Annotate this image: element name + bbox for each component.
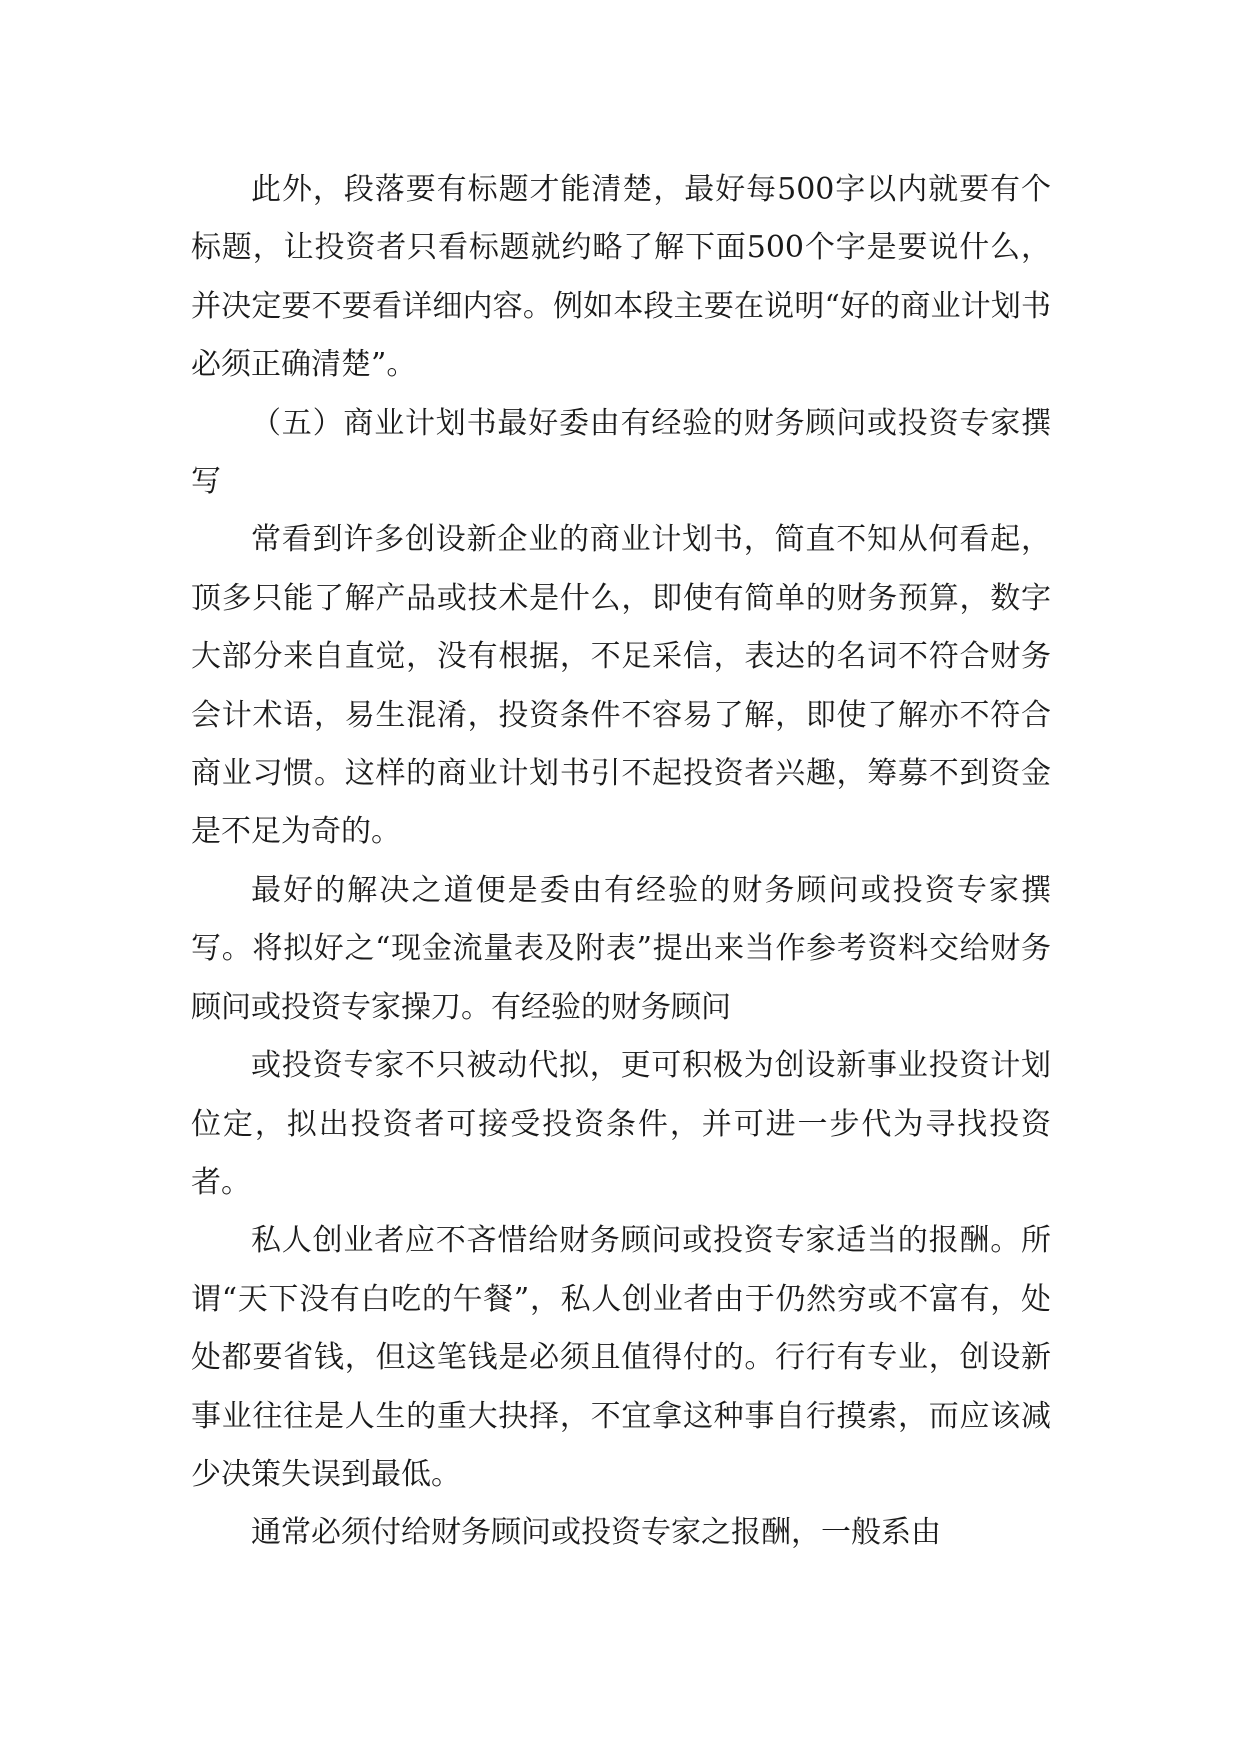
paragraph-compensation: 私人创业者应不吝惜给财务顾问或投资专家适当的报酬。所谓“天下没有白吃的午餐”，私人创业者由于仍然穷或不富有，处处都要省钱，但这笔钱是必须且值得付的。行行有专业，创设新事业往往是人生的重大抉择，不宜拿这种事自行摸索，而应该减少决策失误到最低。 bbox=[191, 1223, 1051, 1492]
paragraph-fee-intro: 通常必须付给财务顾问或投资专家之报酬，一般系由 bbox=[251, 1515, 941, 1551]
paragraph-headings-advice: 此外，段落要有标题才能清楚，最好每500字以内就要有个标题，让投资者只看标题就约略了解下面500个字是要说什么，并决定要不要看详细内容。例如本段主要在说明“好的商业计划书必须正确清楚”。 bbox=[191, 172, 1051, 383]
section-heading-five: （五）商业计划书最好委由有经验的财务顾问或投资专家撰写 bbox=[191, 405, 1051, 500]
paragraph-common-problems: 常看到许多创设新企业的商业计划书，简直不知从何看起，顶多只能了解产品或技术是什么，即使有简单的财务预算，数字大部分来自直觉，没有根据，不足采信，表达的名词不符合财务会计术语，易生混淆，投资条件不容易了解，即使了解亦不符合商业习惯。这样的商业计划书引不起投资者兴趣，筹募不到资金是不足为奇的。 bbox=[191, 522, 1051, 850]
paragraph-expert-role: 或投资专家不只被动代拟，更可积极为创设新事业投资计划位定，拟出投资者可接受投资条件，并可进一步代为寻找投资者。 bbox=[191, 1048, 1051, 1200]
document-page bbox=[191, 161, 1051, 1563]
paragraph-best-solution: 最好的解决之道便是委由有经验的财务顾问或投资专家撰写。将拟好之“现金流量表及附表”提出来当作参考资料交给财务顾问或投资专家操刀。有经验的财务顾问 bbox=[191, 872, 1051, 1025]
